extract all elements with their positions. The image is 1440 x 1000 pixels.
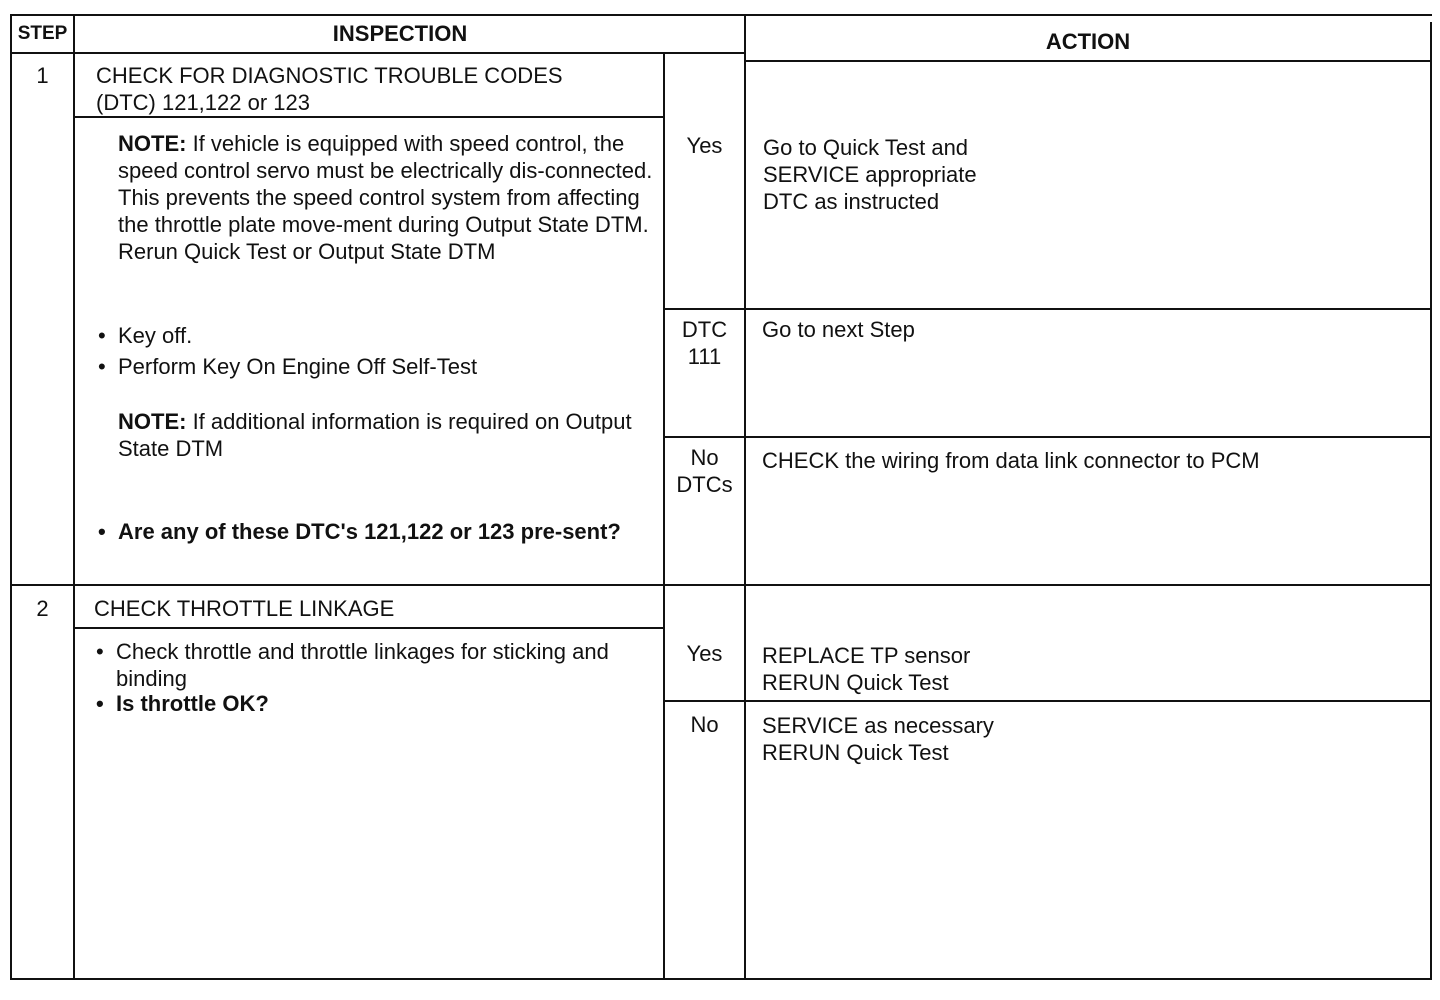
step1-note1-label: NOTE:	[118, 131, 187, 156]
step1-result-divider-2	[665, 436, 1432, 438]
header-step: STEP	[17, 23, 68, 44]
step1-number: 1	[36, 63, 49, 88]
table-border-bottom	[10, 978, 1432, 980]
header-inspection: INSPECTION	[332, 21, 468, 46]
step1-bullet2: Perform Key On Engine Off Self-Test	[118, 354, 478, 379]
step1-result-answer: No DTCs	[676, 445, 733, 497]
step1-title-underline	[75, 116, 665, 118]
action-column-divider	[744, 14, 746, 980]
step1-result-action: Go to next Step	[762, 317, 915, 342]
table-border-top	[10, 14, 1432, 16]
step1-note2-label: NOTE:	[118, 409, 187, 434]
step2-bullet1: Check throttle and throttle linkages for sticking and binding	[116, 639, 609, 691]
step1-result-action: Go to Quick Test and SERVICE appropriate DTC as instructed	[763, 135, 977, 214]
step1-result-answer: DTC 111	[681, 317, 728, 369]
table-border-left	[10, 14, 12, 980]
step2-question: Is throttle OK?	[116, 691, 269, 716]
step-divider	[10, 584, 1432, 586]
step2-result-answer: No	[690, 712, 719, 737]
step1-result-answer: Yes	[686, 133, 723, 158]
step1-note2-text: If additional information is required on Output State DTM	[118, 409, 632, 461]
table-border-right	[1430, 22, 1432, 980]
step2-number: 2	[36, 596, 49, 621]
step1-result-divider-1	[665, 308, 1432, 310]
bullet-dot: •	[98, 323, 106, 348]
step1-note1-text: If vehicle is equipped with speed control, the speed control servo must be electrically dis-connected. This prevents the speed control system from affecting the throttle plate move-ment during Output State DTM. Rerun Quick Test or Output State DTM	[118, 131, 653, 264]
inspection-column-divider	[663, 54, 665, 980]
step2-title: CHECK THROTTLE LINKAGE	[94, 596, 395, 621]
bullet-dot: •	[98, 354, 106, 379]
step1-note1	[118, 130, 663, 265]
header-action: ACTION	[1045, 29, 1131, 54]
step2-result-divider-1	[665, 700, 1432, 702]
step1-title: CHECK FOR DIAGNOSTIC TROUBLE CODES (DTC) 121,122 or 123	[96, 63, 563, 115]
step2-title-underline	[75, 627, 665, 629]
header-divider-left	[10, 52, 746, 54]
step-column-divider	[73, 14, 75, 980]
step1-result-action: CHECK the wiring from data link connector to PCM	[762, 448, 1260, 473]
step2-result-action: SERVICE as necessary RERUN Quick Test	[762, 713, 994, 765]
step1-note2	[118, 408, 658, 462]
header-divider-right	[744, 60, 1432, 62]
step1-bullet1: Key off.	[118, 323, 193, 348]
step2-result-action: REPLACE TP sensor RERUN Quick Test	[762, 643, 971, 695]
bullet-dot: •	[98, 519, 106, 544]
bullet-dot: •	[96, 691, 104, 716]
step1-question: Are any of these DTC's 121,122 or 123 pre-sent?	[118, 519, 621, 544]
bullet-dot: •	[96, 639, 104, 664]
step2-result-answer: Yes	[686, 641, 723, 666]
